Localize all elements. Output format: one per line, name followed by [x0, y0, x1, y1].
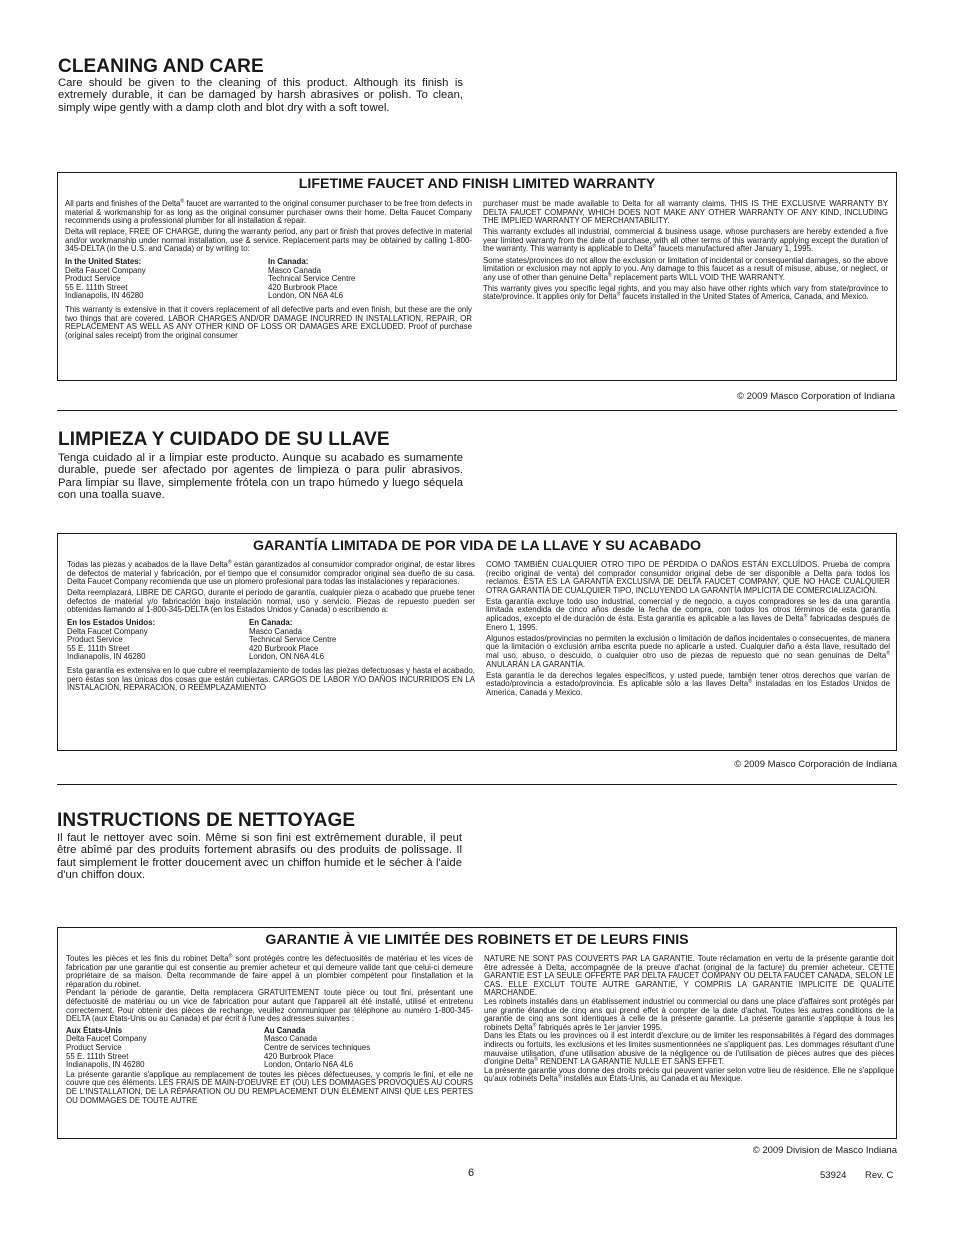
warranty-paragraph: Delta will replace, FREE OF CHARGE, during the warranty period, any part or finish that proves defective in material and/or workmanship under normal installation, use & service. Replacement parts may be obtained by calling 1-800-345-DELTA (in the U.S. and Canada) or by writing to:	[65, 227, 472, 254]
warranty-left-column-en	[65, 200, 472, 343]
warranty-box-fr	[57, 927, 897, 1139]
copyright-es: © 2009 Masco Corporación de Indiana	[734, 759, 897, 770]
warranty-right-column-en	[483, 200, 888, 305]
warranty-paragraph: This warranty excludes all industrial, commercial & business usage, whose purchasers are hereby extended a five year limited warranty from the date of purchase, with all other terms of this warranty applying except the duration of the warranty. This warranty is applicable to Delta® faucets manufactured after January 1, 1995.	[483, 227, 888, 254]
warranty-title-es: GARANTÍA LIMITADA DE POR VIDA DE LA LLAVE Y SU ACABADO	[253, 538, 701, 554]
intro-limpieza: Tenga cuidado al ir a limpiar este producto. Aunque su acabado es sumamente durable, puede ser afectado por agentes de limpieza o para pulir abrasivos. Para limpiar su llave, simplemente frótela con un trapo húmedo y luego séquela con una toalla suave.	[58, 452, 463, 501]
divider	[57, 784, 897, 785]
warranty-paragraph: Dans les États ou les provinces où il est interdit d'exclure ou de limiter les responsabilités à l'égard des dommages indirects ou fortuits, les exclusions et les limites susmentionnées ne s'appliquent pas. Les dommages résultant d'une mauvaise utilisation, d'une utilisation abusive de la négligence ou de l'utilisation de pièces autres que des pièces d'origine Delta® RENDENT LA GARANTIE NULLE ET SANS EFFET.	[484, 1031, 894, 1067]
warranty-paragraph: La présente garantie vous donne des droits précis qui peuvent varier selon votre lieu de résidence. Elle ne s'applique qu'aux robinets Delta® installés aux États-Unis, au Canada et au Mexique.	[484, 1065, 894, 1084]
intro-nettoyage: Il faut le nettoyer avec soin. Même si son fini est extrêmement durable, il peut être abîmé par des produits fortement abrasifs ou des produits de polissage. Il faut simplement le frotter doucement avec un chiffon humide et le sécher à l'aide d'un chiffon doux.	[57, 832, 462, 881]
warranty-box-en	[57, 172, 897, 381]
section-heading-limpieza: LIMPIEZA Y CUIDADO DE SU LLAVE	[58, 429, 390, 450]
address-block	[66, 1027, 473, 1070]
section-heading-cleaning-and-care: CLEANING AND CARE	[58, 56, 264, 77]
address-block	[65, 258, 472, 301]
copyright-en: © 2009 Masco Corporation of Indiana	[736, 391, 895, 402]
page-number: 6	[468, 1167, 475, 1179]
warranty-paragraph: purchaser must be made available to Delta for all warranty claims. THIS IS THE EXCLUSIVE WARRANTY BY DELTA FAUCET COMPANY, WHICH DOES NOT MAKE ANY OTHER WARRANTY OF ANY KIND, INCLUDING THE IMPLIED WARRANTY OF MERCHANTABILITY.	[483, 199, 888, 226]
warranty-paragraph: Pendant la période de garantie, Delta remplacera GRATUITEMENT toute pièce ou tout fini, présentant une défectuosité de matériau ou un vice de fabrication pour autant que l'appareil ait été installé, utilisé et entretenu correctement. Pour obtenir des pièces de rechange, veuillez communiquer par téléphone au numéro 1-800-345-DELTA (aux États-Unis ou au Canada) et par écrit à l'une des adresses suivantes :	[66, 988, 473, 1024]
warranty-paragraph: Les robinets installés dans un établissement industriel ou commercial ou dans une place d'affaires sont protégés par une grantie étandue de cinq ans qui prend effet à compter de la date d'achat. Toutes les autres conditions de la garantie de cinq ans sont identiques à celle de la présente garantie. La présente garantie s'applique à tous les robinets Delta® fabriqués après le 1er janvier 1995.	[484, 996, 894, 1032]
warranty-title-fr: GARANTIE À VIE LIMITÉE DES ROBINETS ET DE LEURS FINIS	[265, 932, 689, 948]
warranty-paragraph: Algunos estados/provincias no permiten la exclusión o limitación de daños incidentales o consecuentes, de manera que la limitación o exclusión arriba escrita puede no aplicarle a usted. Cualquier daño a ésta llave, resultado del mal uso, abuso, o descuido, o cualquier otro uso de piezas de repuesto que no sean genuinas de Delta® ANULARÁN LA GARANTÍA.	[486, 633, 890, 669]
warranty-paragraph: Some states/provinces do not allow the exclusion or limitation of incidental or consequential damages, so the above limitation or exclusion may not apply to you. Any damage to this faucet as a result of misuse, abuse, or neglect, or any use of other than genuine Delta® replacement parts WILL VOID THE WARRANTY.	[483, 255, 888, 282]
warranty-paragraph: Esta garantía excluye todo uso industrial, comercial y de negocio, a cuyos compradores se les da una garantía limitada extendida de cinco años desde la fecha de compra, con todos los otros términos de esta garantía aplicados, excepto el de duración de ésta. Esta garantía es aplicable a las llaves de Delta® fabricadas después de Enero 1, 1995.	[486, 596, 890, 632]
address-canada: En Canada: Masco Canada Technical Service Centre 420 Burbrook Place London, ON N6A 4L6	[249, 618, 337, 662]
address-canada: In Canada: Masco Canada Technical Service Centre 420 Burbrook Place London, ON N6A 4L6	[268, 257, 356, 301]
warranty-box-es	[57, 533, 897, 751]
warranty-left-column-fr	[66, 955, 473, 1105]
warranty-paragraph: Esta garantía le da derechos legales específicos, y usted puede, también tener otros derechos que varían de estado/provincia a estado/provincia. Es aplicable sólo a las llaves Delta® instaladas en los Estados Unidos de America, Canada y Mexico.	[486, 670, 890, 697]
warranty-paragraph: This warranty is extensive in that it covers replacement of all defective parts and even finish, but these are the only two things that are covered. LABOR CHARGES AND/OR DAMAGE INCURRED IN INSTALLATION, REPAIR, OR REPLACEMENT AS WELL AS ANY OTHER KIND OF LOSS OR DAMAGES ARE EXCLUDED. Proof of purchase (original sales receipt) from the original consumer	[65, 305, 472, 340]
warranty-paragraph: This warranty gives you specific legal rights, and you may also have other rights which vary from state/province to state/province. It applies only for Delta® faucets installed in the United States of America, Canada, and Mexico.	[483, 283, 888, 302]
warranty-paragraph: All parts and finishes of the Delta® faucet are warranted to the original consumer purchaser to be free from defects in material & workmanship for as long as the original consumer purchaser owns their home. Delta Faucet Company recommends using a professional plumber for all installation & repair.	[65, 198, 472, 226]
warranty-paragraph: NATURE NE SONT PAS COUVERTS PAR LA GARANTIE. Toute réclamation en vertu de la présente garantie doit être adressée à Delta, accompagnée de la preuve d'achat (original de la facture) du premier acheteur. CETTE GARANTIE EST LA SEULE OFFERTE PAR DELTA FAUCET COMPANY OU DELTA FAUCET CANADA, SELON LE CAS. ELLE EXCLUT TOUTE AUTRE GARANTIE, Y COMPRIS LA GARANTIE IMPLICITE DE QUALITÉ MARCHANDE.	[484, 954, 894, 998]
warranty-left-column-es	[67, 561, 475, 695]
warranty-paragraph: La présente garantie s'applique au remplacement de toutes les pièces défectueuses, y compris le fini, et elle ne couvre que ces éléments. LES FRAIS DE MAIN-D'OEUVRE ET (OU) LES DOMMAGES PROVOQUÉS AU COURS DE L'INSTALLATION, DE LA RÉPARATION OU DU REMPLACEMENT D'UN ÉLÉMENT AINSI QUE LES PERTES OU DOMMAGES DE TOUTE AUTRE	[66, 1069, 473, 1105]
address-us: In the United States: Delta Faucet Company Product Service 55 E. 111th Street Indianapolis, IN 46280	[65, 257, 146, 301]
intro-cleaning-care: Care should be given to the cleaning of this product. Although its finish is extremely durable, it can be damaged by harsh abrasives or polish. To clean, simply wipe gently with a damp cloth and blot dry with a soft towel.	[58, 77, 463, 114]
address-canada: Au Canada Masco Canada Centre de services techniques 420 Burbrook Place London, Ontario N6A 4L6	[264, 1025, 371, 1070]
warranty-paragraph: Toutes les pièces et les finis du robinet Delta® sont protégés contre les défectuosités de matériau et les vices de fabrication par une garantie qui est consentie au premier acheteur et qui demeure valide tant que celui-ci demeure propriétaire de sa maison. Delta recommande de faire appel à un plombier compétent pour l'installation et la réparation du robinet.	[66, 953, 473, 989]
section-heading-nettoyage: INSTRUCTIONS DE NETTOYAGE	[57, 810, 356, 831]
address-us: Aux États-Unis Delta Faucet Company Product Service 55 E. 111th Street Indianapolis, IN 46280	[66, 1025, 147, 1070]
warranty-paragraph: COMO TAMBIÉN CUALQUIER OTRO TIPO DE PÉRDIDA O DAÑOS ESTÁN EXCLUÍDOS. Prueba de compra (recibo original de venta) del comprador consumidor original debe de ser disponible a Delta para todos los reclamos. ESTA ES LA GARANTÍA EXCLUSIVA DE DELTA FAUCET COMPANY, QUE NO HACE CUALQUIER OTRA GARANTÍA DE CUALQUIER TIPO, INCLUYENDO LA GARANTÍA IMPLÍCITA DE COMERCIALIZACIÓN.	[486, 560, 890, 595]
warranty-paragraph: Delta reemplazará, LIBRE DE CARGO, durante el período de garantía, cualquier pieza o acabado que pruebe tener defectos de material y/o fabricación bajo instalación normal, uso y servicio. Piezas de repuesto pueden ser obtenidas llamando al 1-800-345-DELTA (en los Estados Unidos y Canada) o escribiendo a:	[67, 588, 475, 615]
address-block	[67, 619, 475, 662]
warranty-right-column-fr	[484, 955, 894, 1084]
document-number: 53924	[820, 1170, 847, 1181]
warranty-title-en: LIFETIME FAUCET AND FINISH LIMITED WARRANTY	[298, 176, 656, 192]
divider	[57, 410, 897, 411]
warranty-paragraph: Todas las piezas y acabados de la llave Delta® están garantizados al consumidor comprador original, de estar libres de defectos de material y fabricación, por el tiempo que el consumidor comprador original sea dueño de su casa. Delta Faucet Company recomienda que use un plomero profesional para todas las instalaciones y reparaciones.	[67, 559, 475, 587]
address-us: En los Estados Unidos: Delta Faucet Company Product Service 55 E. 111th Street Indianapolis, IN 46280	[67, 618, 156, 662]
warranty-right-column-es	[486, 561, 890, 700]
copyright-fr: © 2009 Division de Masco Indiana	[752, 1145, 897, 1156]
warranty-paragraph: Esta garantía es extensiva en lo que cubre el reemplazamiento de todas las piezas defectuosas y hasta el acabado, pero éstas son las únicas dos cosas que están cubiertas. CARGOS DE LABOR Y/O DAÑOS INCURRIDOS EN LA INSTALACIÓN, REPARACIÓN, O REEMPLAZAMIENTO	[67, 666, 475, 693]
revision-label: Rev. C	[865, 1170, 894, 1181]
